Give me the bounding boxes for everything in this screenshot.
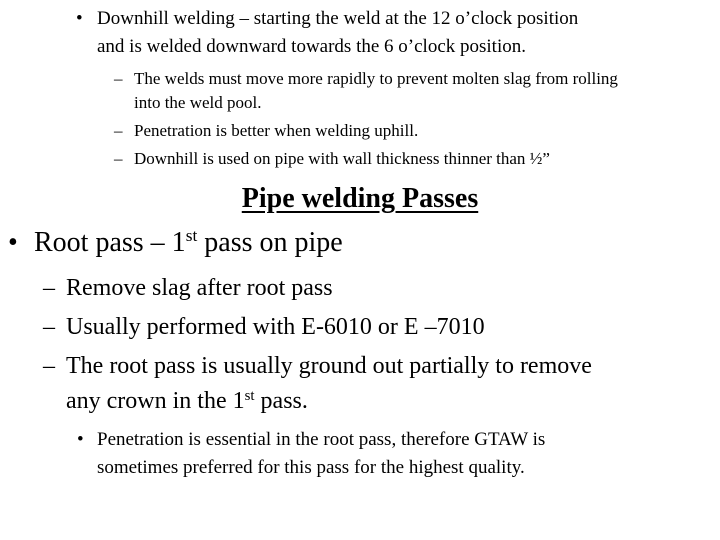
root-pass-bullet-text: [34, 227, 343, 259]
bullet-marker: •: [76, 8, 83, 29]
root-pass-text-before: Root pass – 1: [34, 227, 186, 258]
root-sub-bullet-3-line-1: The root pass is usually ground out partially to remove: [66, 353, 592, 379]
dash-marker: –: [43, 314, 55, 340]
level3-bullet-line-1: Penetration is essential in the root pass, therefore GTAW is: [97, 429, 546, 450]
root-sub-bullet-3-line-2-after: pass.: [254, 388, 308, 414]
dash-marker: –: [43, 353, 55, 379]
dash-marker: –: [114, 149, 123, 168]
section-title-text: Pipe welding Passes: [241, 183, 479, 214]
dash-marker: –: [114, 69, 123, 88]
root-sub-bullet-1-line-1: Remove slag after root pass: [66, 275, 333, 301]
top-sub-bullet-2-line-1: Penetration is better when welding uphill.: [134, 121, 419, 140]
level3-bullet-line-2: sometimes preferred for this pass for the highest quality.: [97, 457, 525, 478]
root-sub-bullet-3-superscript: st: [244, 387, 255, 404]
section-title: [0, 183, 720, 215]
bullet-marker: •: [77, 429, 84, 450]
dash-marker: –: [43, 275, 55, 301]
top-sub-bullet-3-line-1: Downhill is used on pipe with wall thickness thinner than ½”: [134, 149, 550, 168]
top-bullet-line-1: Downhill welding – starting the weld at the 12 o’clock position: [97, 8, 579, 29]
root-pass-text-after: pass on pipe: [197, 227, 343, 258]
root-sub-bullet-2-line-1: Usually performed with E-6010 or E –7010: [66, 314, 485, 340]
top-sub-bullet-1-line-2: into the weld pool.: [134, 93, 262, 112]
root-pass-superscript: st: [185, 226, 198, 246]
dash-marker: –: [114, 121, 123, 140]
root-sub-bullet-3-line-2: [66, 388, 308, 415]
top-bullet-line-2: and is welded downward towards the 6 o’clock position.: [97, 36, 526, 57]
bullet-marker: •: [8, 227, 18, 258]
top-sub-bullet-1-line-1: The welds must move more rapidly to prevent molten slag from rolling: [134, 69, 618, 88]
root-sub-bullet-3-line-2-before: any crown in the 1: [66, 388, 245, 414]
